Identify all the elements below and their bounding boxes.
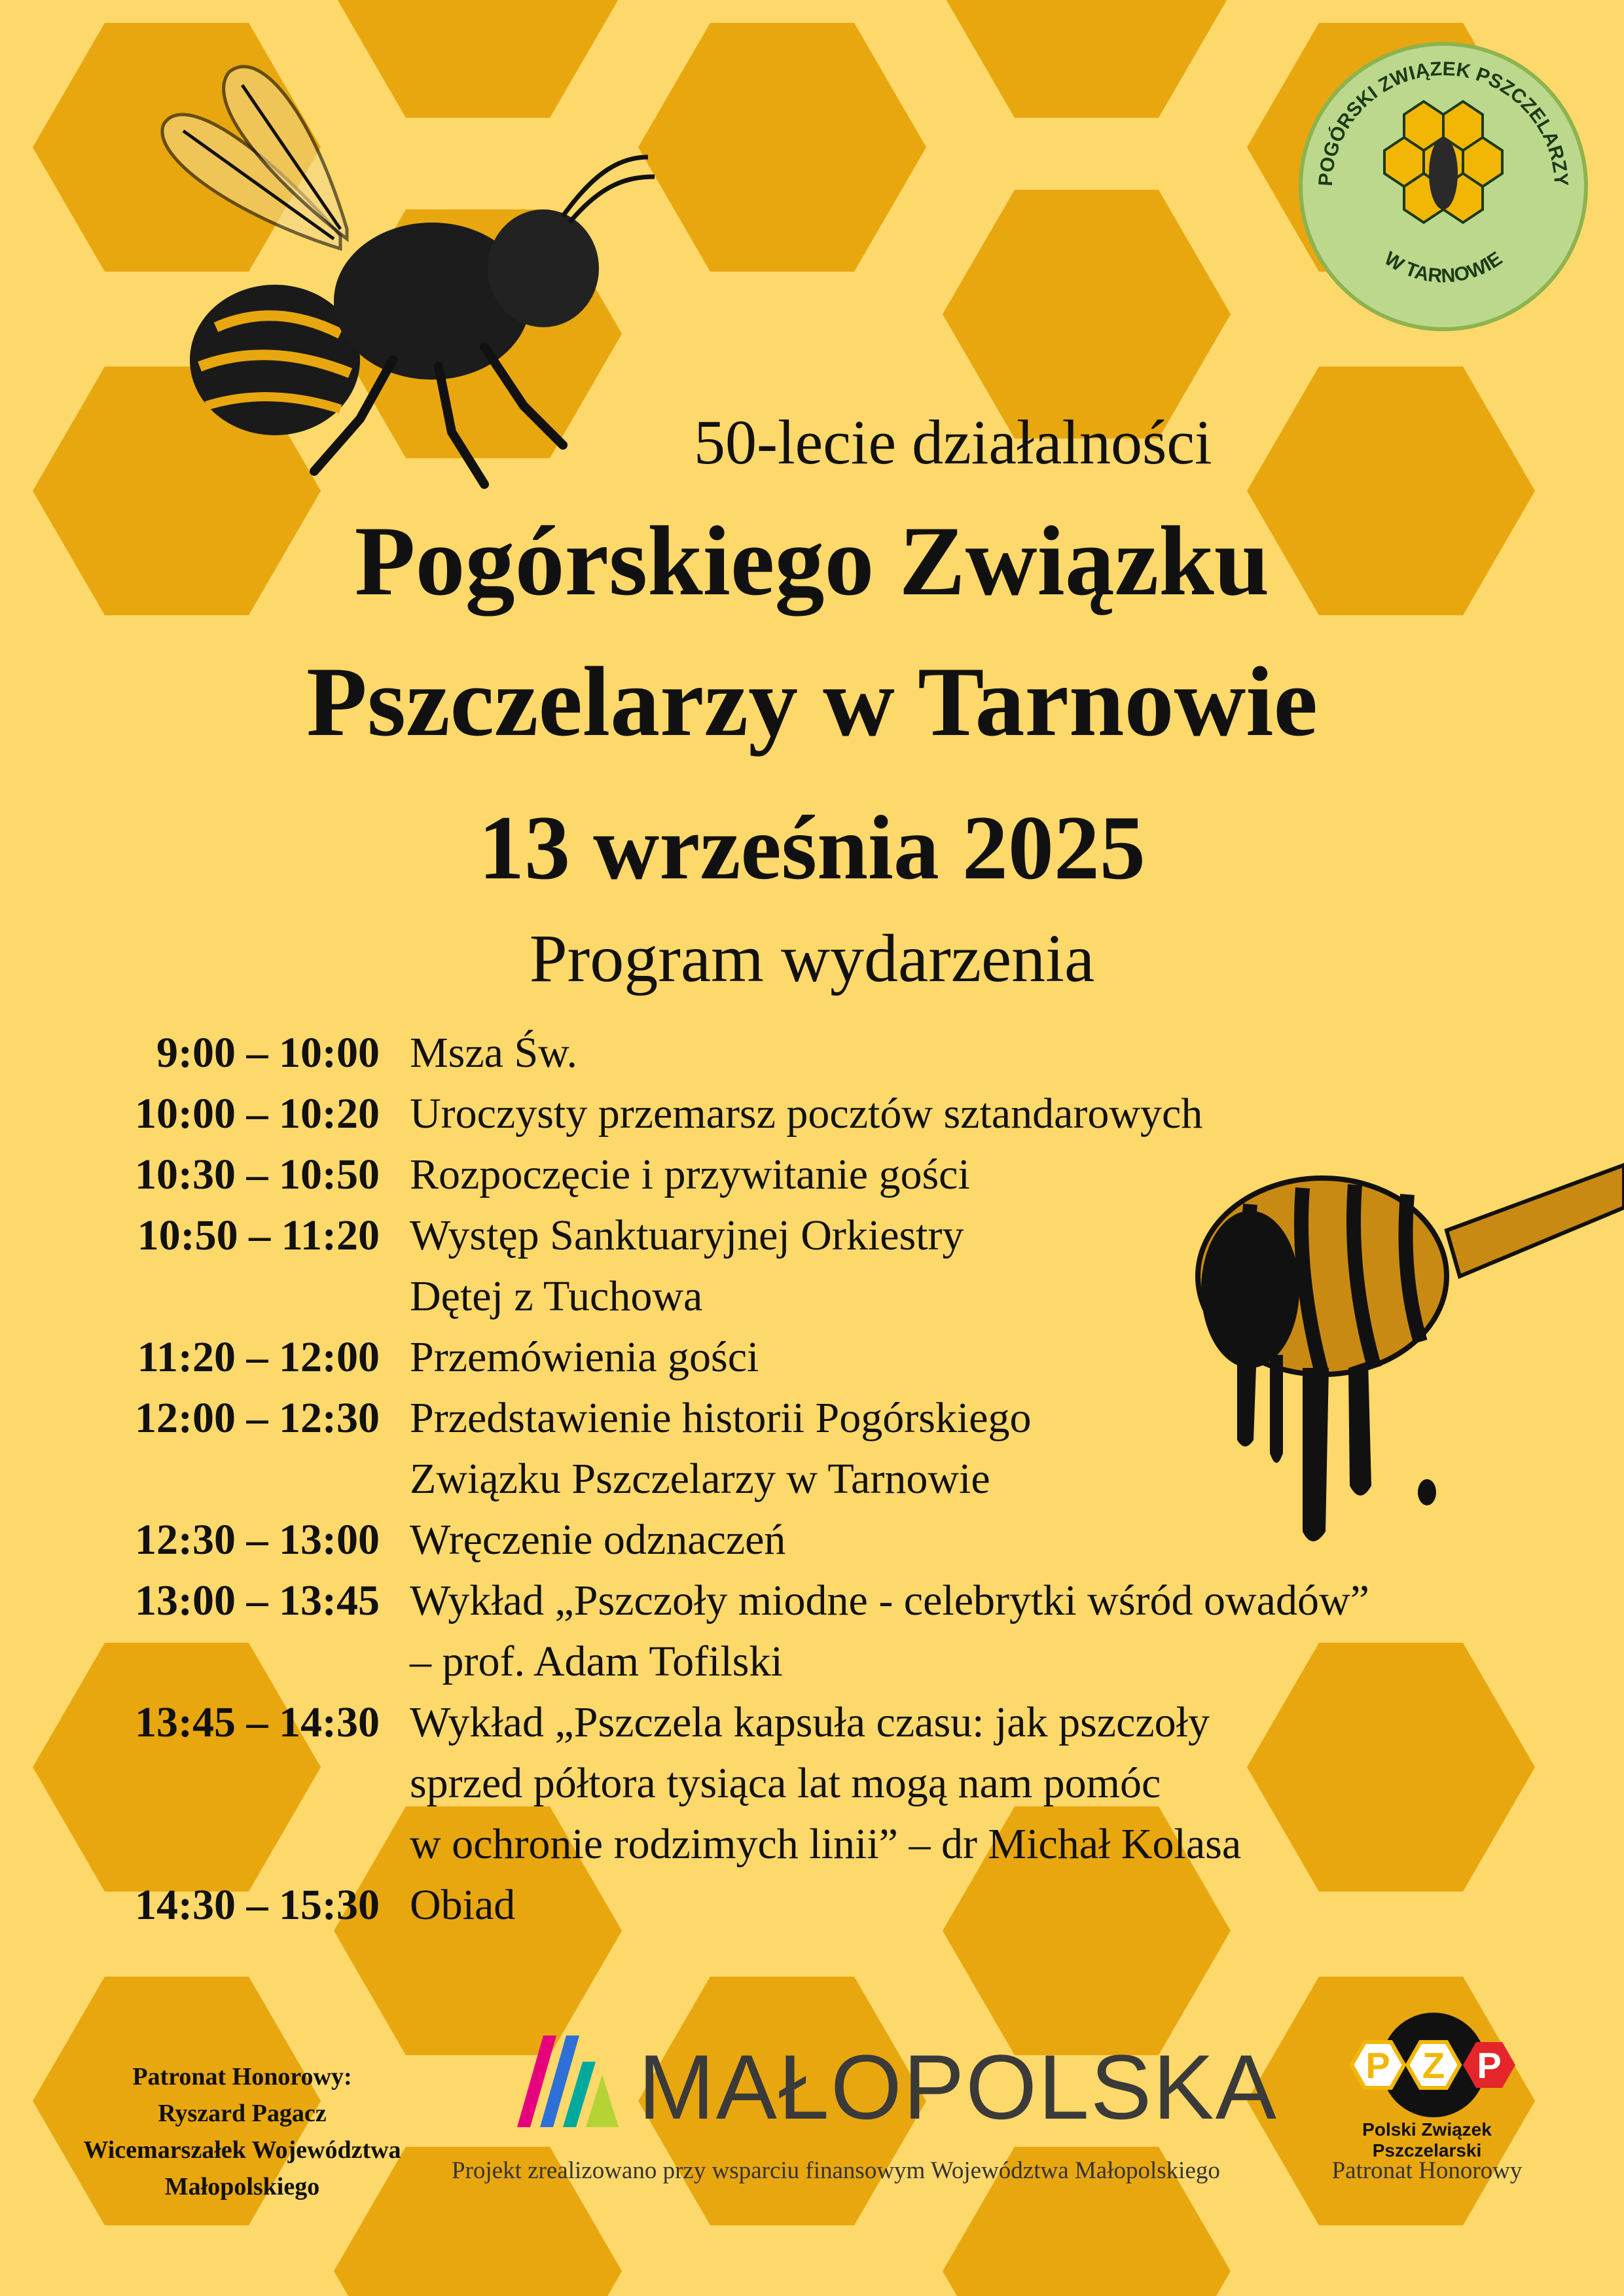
schedule-row bbox=[0, 1327, 1624, 1388]
schedule-description-line: Przemówienia gości bbox=[410, 1333, 759, 1381]
schedule-time: 13:00 – 13:45 bbox=[135, 1577, 380, 1624]
schedule-description bbox=[410, 1022, 1523, 1083]
pzp-logo bbox=[1335, 2009, 1532, 2121]
schedule-time: 10:30 – 10:50 bbox=[135, 1151, 380, 1198]
schedule-row bbox=[0, 1570, 1624, 1692]
event-subtitle: 50-lecie działalności bbox=[694, 407, 1212, 477]
schedule-description-line: sprzed półtora tysiąca lat mogą nam pomóc bbox=[410, 1759, 1161, 1807]
patronat-line: Ryszard Pagacz bbox=[158, 2100, 327, 2127]
schedule-description bbox=[410, 1205, 1523, 1327]
program-heading: Program wydarzenia bbox=[529, 921, 1095, 996]
schedule-row bbox=[0, 1083, 1624, 1144]
schedule-description-line: Wykład „Pszczoły miodne - celebrytki wśród owadów” bbox=[410, 1577, 1369, 1624]
schedule-time: 13:45 – 14:30 bbox=[135, 1698, 380, 1746]
schedule-description-line: – prof. Adam Tofilski bbox=[410, 1638, 783, 1685]
honorary-patronage bbox=[39, 2058, 445, 2205]
title-line-2: Pszczelarzy w Tarnowie bbox=[306, 647, 1318, 757]
schedule-row bbox=[0, 1692, 1624, 1874]
schedule-time: 11:20 – 12:00 bbox=[137, 1333, 380, 1381]
association-badge bbox=[1293, 36, 1594, 337]
schedule-description-line: Rozpoczęcie i przywitanie gości bbox=[410, 1151, 970, 1198]
pzp-letter-p: P bbox=[1365, 2045, 1390, 2086]
event-date: 13 września 2025 bbox=[478, 797, 1146, 899]
schedule-description bbox=[410, 1570, 1523, 1692]
schedule-description-line: Msza Św. bbox=[410, 1029, 578, 1077]
schedule-description bbox=[410, 1144, 1523, 1205]
schedule-description-line: Dętej z Tuchowa bbox=[410, 1272, 703, 1320]
pzp-letter-p2: P bbox=[1477, 2045, 1502, 2086]
pzp-patronage: Patronat Honorowy bbox=[1331, 2157, 1523, 2184]
schedule-description bbox=[410, 1327, 1523, 1388]
schedule-description bbox=[410, 1388, 1523, 1509]
schedule-time: 9:00 – 10:00 bbox=[156, 1029, 380, 1077]
schedule-description-line: Przedstawienie historii Pogórskiego bbox=[410, 1394, 1032, 1442]
patronat-line: Wicemarszałek Województwa bbox=[83, 2136, 401, 2164]
schedule-row bbox=[0, 1205, 1624, 1327]
schedule-description bbox=[410, 1083, 1523, 1144]
schedule-time: 12:30 – 13:00 bbox=[135, 1516, 380, 1564]
title-line-1: Pogórskiego Związku bbox=[354, 506, 1270, 616]
pzp-letter-z: Z bbox=[1422, 2045, 1445, 2086]
schedule-description-line: Uroczysty przemarsz pocztów sztandarowych bbox=[410, 1090, 1203, 1138]
schedule-description bbox=[410, 1874, 1523, 1935]
malopolska-wordmark: MAŁOPOLSKA bbox=[638, 2036, 1278, 2138]
schedule-description-line: Obiad bbox=[410, 1881, 516, 1929]
funding-note: Projekt zrealizowano przy wsparciu finansowym Województwa Małopolskiego bbox=[452, 2157, 1220, 2184]
schedule-time: 10:50 – 11:20 bbox=[137, 1211, 380, 1259]
schedule-time: 12:00 – 12:30 bbox=[135, 1394, 380, 1442]
schedule-description-line: w ochronie rodzimych linii” – dr Michał Kolasa bbox=[410, 1820, 1242, 1868]
badge-bottom-text: W TARNOWIE bbox=[1380, 247, 1507, 287]
schedule-description bbox=[410, 1692, 1523, 1874]
malopolska-logo-mark bbox=[511, 2022, 628, 2134]
schedule-description-line: Wykład „Pszczela kapsuła czasu: jak pszczoły bbox=[410, 1698, 1210, 1746]
schedule-list bbox=[0, 1022, 1624, 1935]
schedule-row bbox=[0, 1874, 1624, 1935]
schedule-row bbox=[0, 1388, 1624, 1509]
badge-top-text: POGÓRSKI ZWIĄZEK PSZCZELARZY bbox=[1314, 58, 1572, 187]
schedule-description-line: Wręczenie odznaczeń bbox=[410, 1516, 786, 1564]
schedule-row bbox=[0, 1509, 1624, 1570]
patronat-line: Patronat Honorowy: bbox=[132, 2063, 352, 2090]
schedule-description-line: Związku Pszczelarzy w Tarnowie bbox=[410, 1455, 990, 1503]
pzp-name: Polski Związek Pszczelarski bbox=[1362, 2119, 1492, 2161]
schedule-description-line: Występ Sanktuaryjnej Orkiestry bbox=[410, 1211, 964, 1259]
schedule-time: 10:00 – 10:20 bbox=[135, 1090, 380, 1138]
schedule-row bbox=[0, 1022, 1624, 1083]
schedule-description bbox=[410, 1509, 1523, 1570]
schedule-time: 14:30 – 15:30 bbox=[135, 1881, 380, 1929]
patronat-line: Małopolskiego bbox=[164, 2173, 320, 2200]
schedule-row bbox=[0, 1144, 1624, 1205]
bee-illustration bbox=[144, 52, 681, 497]
